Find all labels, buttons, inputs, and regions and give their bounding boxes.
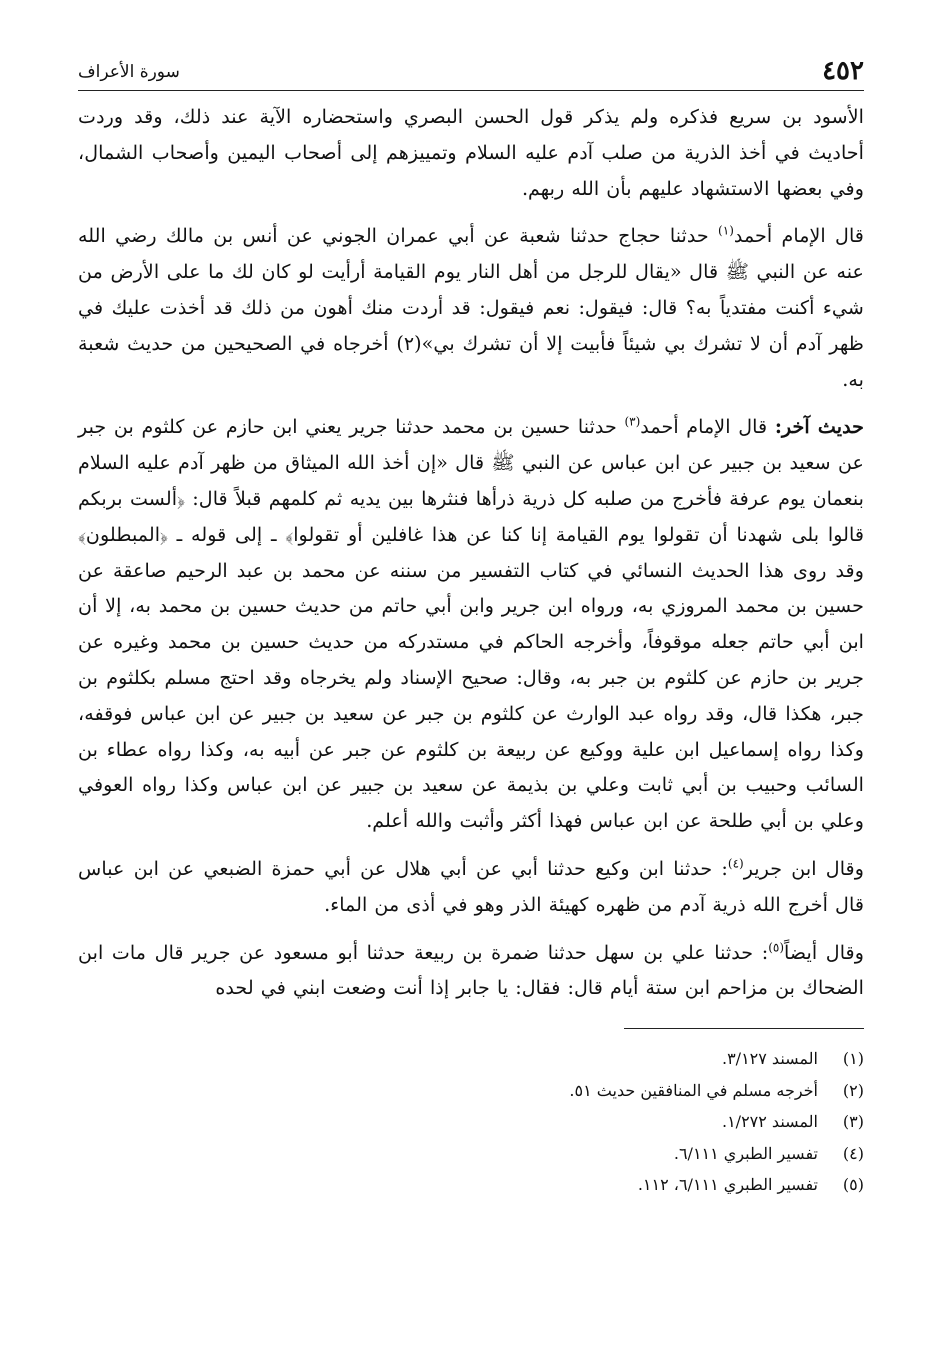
surah-title: سورة الأعراف [78, 62, 180, 82]
paragraph: قال الإمام أحمد$^{(١)}$ حدثنا حجاج حدثنا شعبة عن أبي عمران الجوني عن أنس بن مالك رضي الله عنه عن النبي ﷺ قال «يقال للرجل من أهل النار يوم القيامة أرأيت لو كان لك ما على الأرض من شيء أكنت مفتدياً به؟ قال: فيقول: نعم فيقول: قد أردت منك أهون من ذلك قد أخذت عليك في ظهر آدم أن لا تشرك بي شيئاً فأبيت إلا أن تشرك بي»(٢) أخرجاه في الصحيحين من حديث شعبة به. [78, 224, 864, 391]
page-header [78, 52, 864, 91]
footnote: (١) المسند ٣/١٢٧. [721, 1049, 864, 1069]
footnote-ref: (١) [718, 224, 734, 238]
footnote: (٥) تفسير الطبري ٦/١١١، ١١٢. [637, 1175, 864, 1195]
footnote-ref: (٣) [624, 414, 641, 429]
document-page [78, 52, 864, 1352]
footnote-ref: (٤) [727, 856, 744, 871]
footnote: (٢) أخرجه مسلم في المنافقين حديث ٥١. [569, 1080, 864, 1100]
paragraph: حديث آخر: قال الإمام أحمد$^{(٣)}$ حدثنا حسين بن محمد حدثنا جرير يعني ابن حازم عن كلثوم بن جبر عن سعيد بن جبير عن ابن عباس عن النبي ﷺ قال «إن أخذ الله الميثاق من ظهر آدم عليه السلام بنعمان يوم عرفة فأخرج من صلبه كل ذرية ذرأها فنثرها بين يديه ثم كلمهم قبلاً قال: ﴿ألست بربكم قالوا بلى شهدنا أن تقولوا يوم القيامة إنا كنا عن هذا غافلين أو تقولوا﴾ ـ إلى قوله ـ ﴿المبطلون﴾ وقد روى هذا الحديث النسائي في كتاب التفسير من سننه عن محمد بن عبد الرحيم صاعقة عن حسين بن محمد المروزي به، ورواه ابن جرير وابن أبي حاتم من حديث حسين بن محمد به، إلا أن ابن أبي حاتم جعله موقوفاً، وأخرجه الحاكم في مستدركه من حديث حسين بن محمد وغيره عن جرير بن حازم عن كلثوم بن جبر به، وقال: صحيح الإسناد ولم يخرجاه وقد احتج مسلم بكلثوم بن جبر، هكذا قال، وقد رواه عبد الوارث عن كلثوم بن جبر عن سعيد بن جبير عن ابن عباس فوقفه، وكذا رواه إسماعيل ابن علية ووكيع عن ربيعة بن كلثوم عن جبر عن أبيه به، وكذا رواه عطاء بن السائب وحبيب بن أبي ثابت وعلي بن بذيمة عن سعيد بن جبير عن ابن عباس وكذا رواه العوفي وعلي بن أبي طلحة عن ابن عباس فهذا أكثر وأثبت والله أعلم. [78, 414, 865, 833]
footnote-ref: (٥) [768, 940, 785, 955]
footnote: (٣) المسند ١/٢٧٢. [721, 1112, 864, 1132]
paragraph: وقال ابن جرير$^{(٤)}$: حدثنا ابن وكيع حدثنا أبي عن أبي هلال عن أبي حمزة الضبعي عن ابن عباس قال أخرج الله ذرية آدم من ظهره كهيئة الذر وهو في أذى من الماء. [78, 856, 864, 916]
footnote: (٤) تفسير الطبري ٦/١١١. [673, 1143, 864, 1163]
page-number: ٤٥٢ [822, 56, 864, 86]
body-text [78, 99, 864, 1006]
section-lead: حديث آخر: [774, 415, 865, 439]
paragraph: الأسود بن سريع فذكره ولم يذكر قول الحسن البصري واستحضاره الآية عند ذلك، وقد وردت أحاديث في أخذ الذرية من صلب آدم عليه السلام وتمييزهم إلى أصحاب اليمين وأصحاب الشمال، وفي بعضها الاستشهاد عليهم بأن الله ربهم. [78, 105, 864, 200]
footnotes [78, 1043, 864, 1201]
paragraph: وقال أيضاً$^{(٥)}$: حدثنا علي بن سهل حدثنا ضمرة بن ربيعة حدثنا أبو مسعود عن جرير قال مات ابن الضحاك بن مزاحم ابن ستة أيام قال: فقال: يا جابر إذا أنت وضعت ابني في لحده [78, 940, 864, 1000]
footnote-divider [624, 1028, 864, 1029]
